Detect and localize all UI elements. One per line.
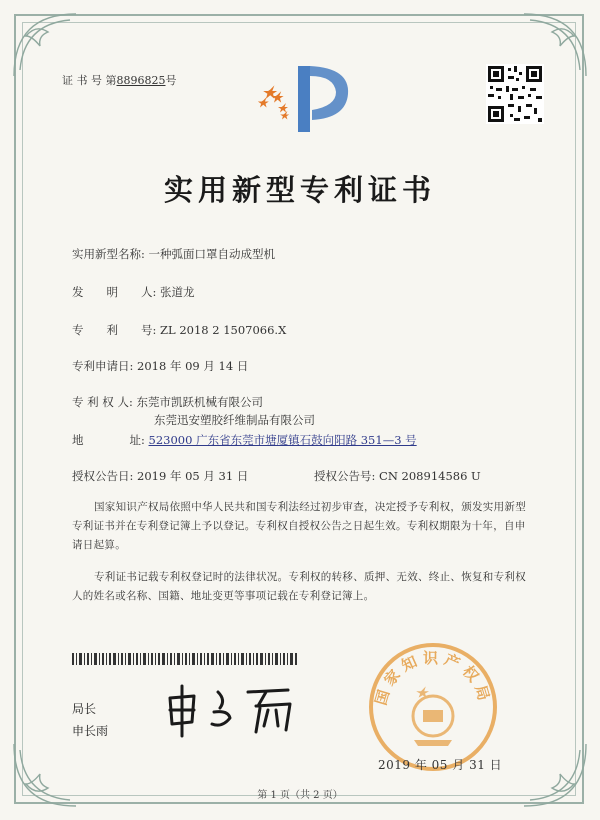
field-label: 专 利 号: bbox=[72, 323, 157, 337]
certificate-title: 实用新型专利证书 bbox=[163, 173, 436, 207]
field-value: 2019 年 05 月 31 日 bbox=[137, 469, 249, 483]
certificate-number-label: 证 书 号 第 bbox=[62, 74, 117, 87]
corner-ornament-bottom-left bbox=[6, 734, 86, 814]
field-value: 一种弧面口罩自动成型机 bbox=[148, 247, 276, 261]
field-label: 专利申请日: bbox=[72, 359, 134, 373]
field-patent-holder bbox=[72, 394, 263, 410]
corner-ornament-bottom-right bbox=[514, 734, 594, 814]
director-signature bbox=[160, 680, 310, 740]
field-label: 专 利 权 人: bbox=[72, 395, 133, 409]
certificate-number-value: 8896825 bbox=[116, 74, 166, 87]
body-paragraph-2: 专利证书记载专利权登记时的法律状况。专利权的转移、质押、无效、终止、恢复和专利权人的姓名或名称、国籍、地址变更等事项记载在专利登记簿上。 bbox=[72, 571, 526, 602]
field-utility-model-name bbox=[72, 246, 275, 262]
field-value: 东莞市凯跃机械有限公司 bbox=[136, 395, 263, 409]
page-number: 第 1 页（共 2 页） bbox=[257, 790, 343, 801]
field-filing-date bbox=[72, 358, 248, 374]
field-value: 2018 年 09 月 14 日 bbox=[137, 359, 249, 373]
certificate-number-suffix: 号 bbox=[165, 74, 177, 87]
field-patent-holder-2 bbox=[154, 412, 315, 428]
field-inventor bbox=[72, 284, 195, 300]
body-paragraph-1: 国家知识产权局依照中华人民共和国专利法经过初步审查，决定授予专利权，颁发实用新型专利证书并在专利登记簿上予以登记。专利权自授权公告之日起生效。专利权期限为十年，自申请日起算。 bbox=[72, 501, 526, 551]
field-value: CN 208914586 U bbox=[379, 469, 481, 483]
qr-code-icon bbox=[486, 64, 544, 124]
field-label: 授权公告日: bbox=[72, 469, 134, 483]
field-grant-date bbox=[72, 468, 248, 484]
svg-text:国家知识产权局 bbox=[372, 649, 495, 707]
field-grant-number bbox=[314, 468, 481, 484]
field-address bbox=[72, 432, 417, 448]
field-patent-number bbox=[72, 322, 286, 338]
field-value: 张道龙 bbox=[160, 285, 195, 299]
issue-date: 2019 年 05 月 31 日 bbox=[378, 758, 503, 772]
certificate-number bbox=[62, 72, 177, 88]
field-value: 东莞迅安塑胶纤维制品有限公司 bbox=[154, 413, 315, 427]
field-label: 地 址: bbox=[72, 433, 145, 447]
field-label: 实用新型名称: bbox=[72, 247, 145, 261]
cnipa-logo-icon bbox=[258, 60, 354, 138]
barcode-icon bbox=[72, 650, 298, 662]
field-label: 发 明 人: bbox=[72, 285, 157, 299]
field-label: 授权公告号: bbox=[314, 469, 376, 483]
official-seal bbox=[366, 640, 503, 774]
field-value: 523000 广东省东莞市塘厦镇石鼓向阳路 351—3 号 bbox=[148, 433, 417, 447]
director-title: 局长 bbox=[72, 702, 97, 716]
seal-text: 国家知识产权局 bbox=[371, 649, 495, 708]
director-name: 申长雨 bbox=[72, 724, 109, 738]
field-value: ZL 2018 2 1507066.X bbox=[160, 323, 287, 337]
